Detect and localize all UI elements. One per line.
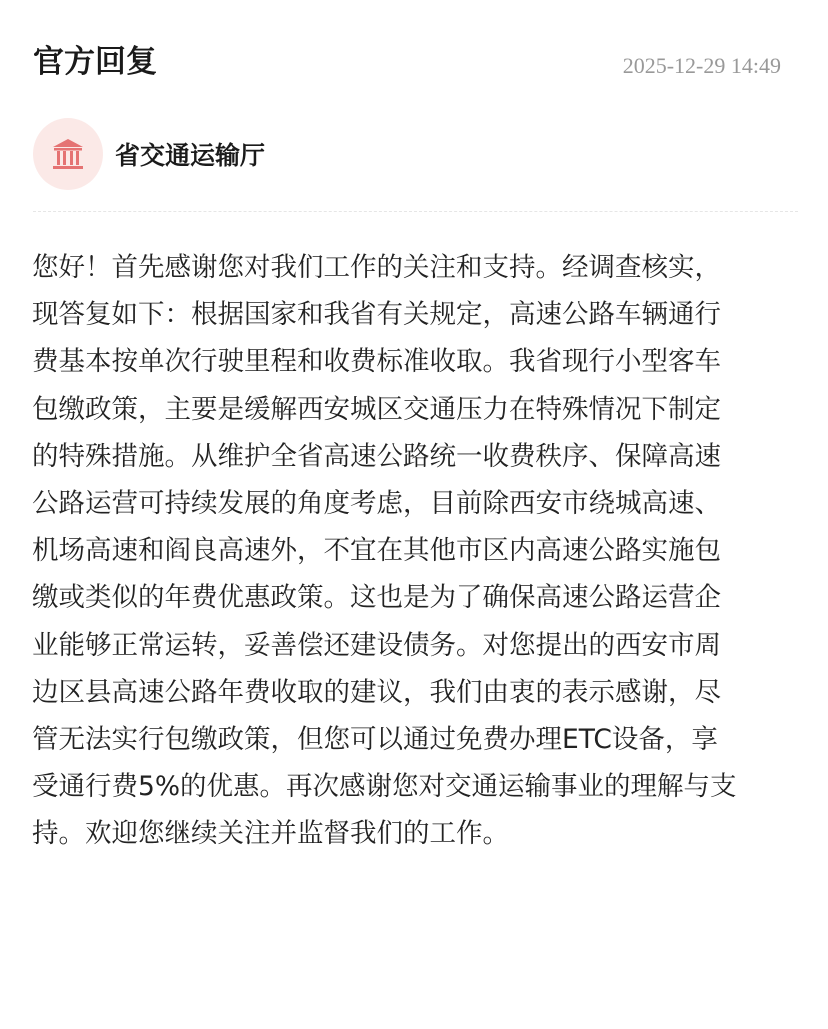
reply-timestamp: 2025-12-29 14:49 <box>622 53 781 78</box>
reply-line: 现答复如下：根据国家和我省有关规定，高速公路车辆通行 <box>32 299 721 331</box>
reply-line: 业能够正常运转，妥善偿还建设债务。对您提出的西安市周 <box>32 629 721 661</box>
organization-avatar <box>33 118 103 190</box>
divider <box>33 211 798 212</box>
organization-row <box>33 118 265 190</box>
reply-header <box>33 36 781 86</box>
reply-content <box>32 244 802 858</box>
reply-line: 的特殊措施。从维护全省高速公路统一收费秩序、保障高速 <box>32 440 721 472</box>
section-title: 官方回复 <box>33 44 157 80</box>
reply-line: 缴或类似的年费优惠政策。这也是为了确保高速公路运营企 <box>32 582 721 614</box>
reply-line: 边区县高速公路年费收取的建议，我们由衷的表示感谢，尽 <box>32 676 721 708</box>
reply-line: 受通行费5%的优惠。再次感谢您对交通运输事业的理解与支 <box>32 771 737 803</box>
reply-line: 您好！首先感谢您对我们工作的关注和支持。经调查核实， <box>32 252 721 283</box>
government-building-icon <box>50 136 86 172</box>
reply-line: 持。欢迎您继续关注并监督我们的工作。 <box>32 818 509 850</box>
reply-line: 公路运营可持续发展的角度考虑，目前除西安市绕城高速、 <box>32 488 721 520</box>
reply-line: 费基本按单次行驶里程和收费标准收取。我省现行小型客车 <box>32 346 721 378</box>
organization-name: 省交通运输厅 <box>115 141 266 170</box>
reply-line: 包缴政策，主要是缓解西安城区交通压力在特殊情况下制定 <box>32 393 721 425</box>
reply-line: 机场高速和阎良高速外，不宜在其他市区内高速公路实施包 <box>32 535 721 567</box>
reply-line: 管无法实行包缴政策，但您可以通过免费办理ETC设备，享 <box>32 724 718 756</box>
